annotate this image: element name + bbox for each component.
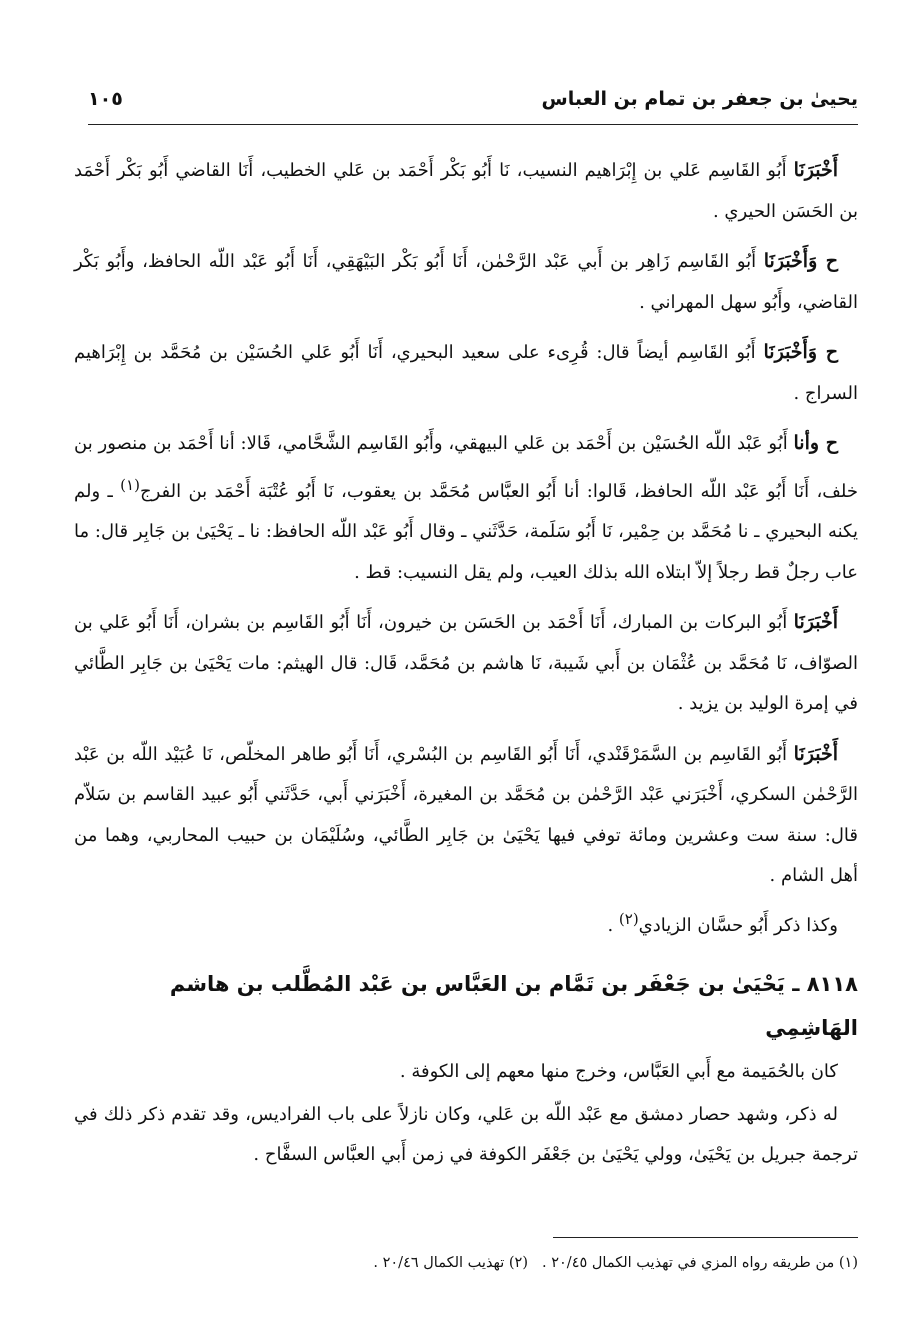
footnote-reference: (١)	[120, 475, 140, 494]
closing-note-paragraph	[74, 899, 858, 947]
isnad-paragraph-5	[74, 602, 858, 725]
entry-paragraph-2	[74, 1095, 858, 1176]
paragraph-text: كان بالحُمَيمة مع أَبي العَبَّاس، وخرج منها معهم إلى الكوفة .	[399, 1061, 838, 1082]
footnote-2: (٢) تهذيب الكمال ٢٠/٤٦ .	[373, 1255, 529, 1271]
paragraph-text: له ذكر، وشهد حصار دمشق مع عَبْد اللّه بن عَلي، وكان نازلاً على باب الفراديس، وقد تقدم ذكر ذلك في ترجمة جبريل بن يَحْيَىٰ، وولي يَحْيَىٰ بن جَعْفَر الكوفة في زمن أَبي العبَّاس السفَّاح .	[74, 1103, 858, 1165]
paragraph-lead: أَخْبَرَنَا	[793, 742, 838, 765]
paragraph-text: أَبُو القَاسِم أيضاً قال: قُرِىء على سعيد البحيري، أَنَا أَبُو عَلي الحُسَيْن بن مُحَمَّد بن إِبْرَاهيم السراج .	[74, 342, 858, 404]
paragraph-lead: أَخْبَرَنَا	[793, 611, 838, 633]
paragraph-text: أَبُو البركات بن المبارك، أَنَا أَحْمَد بن الحَسَن بن خيرون، أَنَا أَبُو القَاسِم بن بشران، أَنَا أَبُو عَلي بن الصوّاف، نَا مُحَمَّد بن عُثْمَان بن أَبي شَيبة، نَا هاشم بن مُحَمَّد، قَال: قال الهيثم: مات يَحْيَىٰ بن جَابِر الطَّائي في إمرة الوليد بن يزيد .	[74, 612, 858, 714]
entry-title: يَحْيَىٰ بن جَعْفَر بن تَمَّام بن العَبَّاس بن عَبْد المُطَّلب بن هاشم الهَاشِمِي	[169, 972, 858, 1040]
page-number: ١٠٥	[88, 88, 123, 110]
paragraph-lead: ح وأنا	[793, 432, 838, 454]
entry-number: ٨١١٨	[806, 972, 858, 996]
paragraph-text: أَبُو القَاسِم زَاهِر بن أَبي عَبْد الرَّحْمٰن، أَنَا أَبُو بَكْر البَيْهَقِي، أَنَا أَبُو عَبْد اللّه الحافظ، وأَبُو بَكْر القاضي، وأَبُو سهل المهراني .	[74, 251, 858, 313]
header-divider	[88, 124, 858, 125]
paragraph-text: وكذا ذكر أَبُو حسَّان الزيادي	[638, 914, 838, 936]
isnad-paragraph-1	[74, 150, 858, 232]
footnote-divider	[553, 1237, 858, 1238]
paragraph-text: أَبُو القَاسِم بن السَّمَرْقَنْدي، أَنَا أَبُو القَاسِم بن البُسْري، أَنَا أَبُو طاهر المخلّص، نَا عُبَيْد اللّه بن عَبْد الرَّحْمٰن السكري، أَخْبَرَني عَبْد الرَّحْمٰن بن مُحَمَّد بن المغيرة، أَخْبَرَني أَبي، حَدَّثَني أَبُو عبيد القاسم بن سَلاّم قال: سنة ست وعشرين ومائة توفي فيها يَحْيَىٰ بن جَابِر الطَّائي، وسُلَيْمَان بن حبيب المحاربي، وهما من أهل الشام .	[74, 743, 858, 886]
main-text	[74, 150, 858, 1185]
isnad-paragraph-4	[74, 423, 858, 593]
isnad-paragraph-6	[74, 734, 858, 897]
footnotes	[74, 1250, 858, 1276]
page-header	[88, 84, 858, 118]
entry-paragraph-1	[74, 1052, 858, 1093]
running-title: يحيىٰ بن جعفر بن تمام بن العباس	[541, 88, 858, 110]
footnote-reference: (٢)	[618, 909, 639, 928]
paragraph-text: أَبُو عَبْد اللّه الحُسَيْن بن أَحْمَد بن عَلي البيهقي، وأَبُو القَاسِم الشَّحَّامي، قَالا: أنا أَحْمَد بن منصور بن خلف، أَنَا أَبُو عَبْد اللّه الحافظ، قَالوا: أنا أَبُو العبَّاس مُحَمَّد بن يعقوب، نَا أَبُو عُتْبَة أَحْمَد بن الفرج	[74, 433, 859, 502]
entry-dash: ـ	[792, 972, 800, 996]
footnote-1: (١) من طريقه رواه المزي في تهذيب الكمال ٢٠/٤٥ .	[542, 1255, 858, 1271]
paragraph-text-continued: ـ ولم يكنه البحيري ـ نا مُحَمَّد بن حِمْير، نَا أَبُو سَلَمة، حَدَّثَني ـ وقال أَبُو عَبْد اللّه الحافظ: نا ـ يَحْيَىٰ بن جَابِر قال: ما عاب رجلٌ قط رجلاً إلاّ ابتلاه الله بذلك العيب، ولم يقل النسيب: قط .	[74, 480, 858, 583]
paragraph-text: أَبُو القَاسِم عَلي بن إِبْرَاهيم النسيب، نَا أَبُو بَكْر أَحْمَد بن عَلي الخطيب، أَنَا القاضي أَبُو بَكْر أَحْمَد بن الحَسَن الحيري .	[74, 160, 858, 222]
isnad-paragraph-2	[74, 241, 858, 323]
isnad-paragraph-3	[74, 332, 858, 414]
paragraph-lead: ح وَأَخْبَرَنَا	[763, 250, 839, 272]
paragraph-lead: ح وَأَخْبَرَنَا	[763, 341, 838, 363]
paragraph-lead: أَخْبَرَنَا	[793, 159, 838, 181]
entry-heading	[74, 962, 858, 1050]
paragraph-text-continued: .	[607, 914, 619, 936]
